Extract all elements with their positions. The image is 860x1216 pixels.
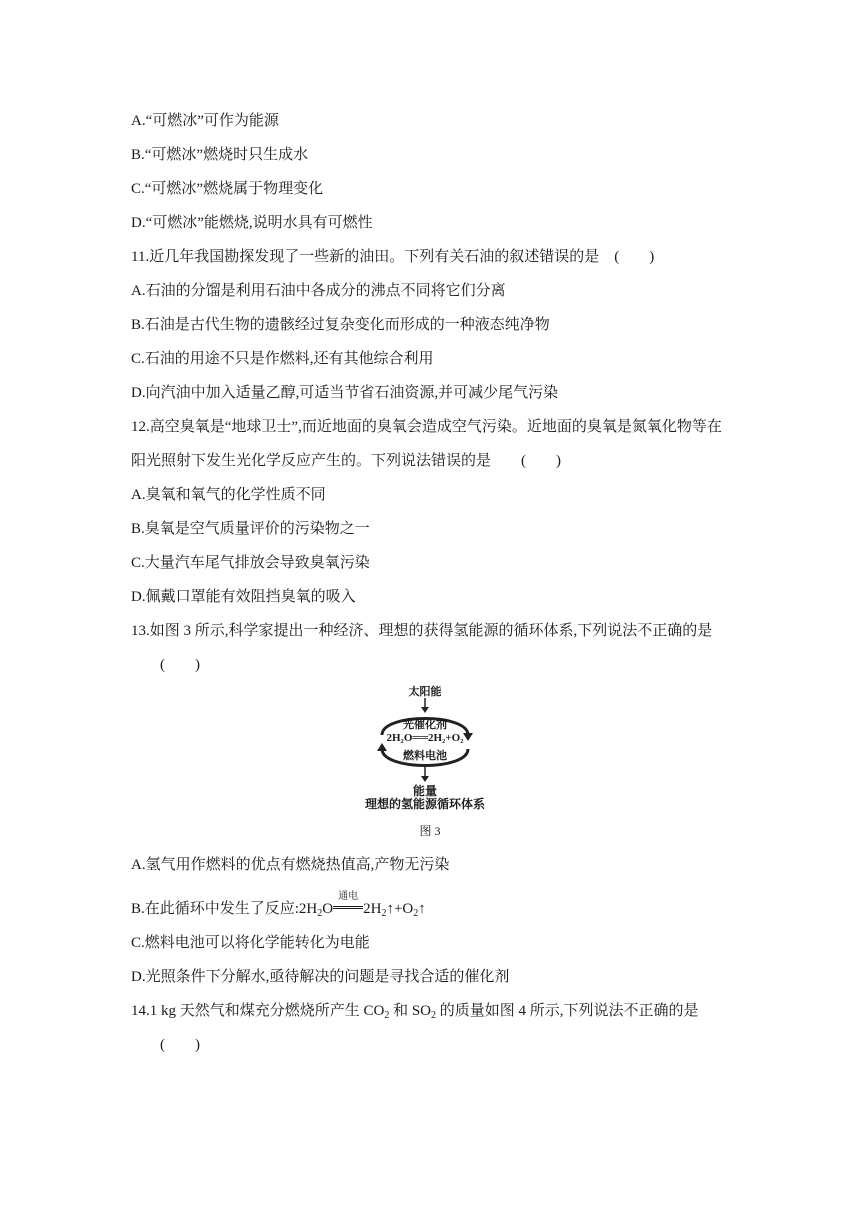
- q12-option-c: C.大量汽车尾气排放会导致臭氧污染: [131, 555, 370, 571]
- q12-option-a: A.臭氧和氧气的化学性质不同: [131, 487, 326, 503]
- q11-option-b: B.石油是古代生物的遗骸经过复杂变化而形成的一种液态纯净物: [131, 317, 550, 333]
- q12-stem-line1: 12.高空臭氧是“地球卫士”,而近地面的臭氧会造成空气污染。近地面的臭氧是氮氧化物等在: [131, 419, 722, 435]
- q13-option-b: B.在此循环中发生了反应$:2H_2O$ 通电 $2H_2↑+O_2↑$: [131, 899, 426, 919]
- figure-3-caption: 图 3: [419, 824, 441, 838]
- energy-label: 能量: [412, 784, 437, 798]
- q14-answer-paren: ( ): [160, 1037, 200, 1053]
- q10-option-b: B.“可燃冰”燃烧时只生成水: [131, 147, 309, 163]
- diagram-title: 理想的氢能源循环体系: [364, 797, 485, 811]
- q10-option-d: D.“可燃冰”能燃烧,说明水具有可燃性: [131, 215, 373, 231]
- q13-stem: 13.如图 3 所示,科学家提出一种经济、理想的获得氢能源的循环体系,下列说法不正确的是: [131, 623, 713, 639]
- hydrogen-cycle-diagram: [360, 683, 490, 811]
- q14-stem-part-a: 14.1 kg 天然气和煤充分燃烧所产生 CO: [131, 1003, 385, 1019]
- q14-stem-part-c: 的质量如图 4 所示,下列说法不正确的是: [436, 1003, 699, 1019]
- photocatalyst-label: 光催化剂: [403, 718, 447, 731]
- q12-option-b: B.臭氧是空气质量评价的污染物之一: [131, 521, 370, 537]
- q13-answer-paren: ( ): [160, 657, 200, 673]
- q11-stem: 11.近几年我国勘探发现了一些新的油田。下列有关石油的叙述错误的是 ( ): [131, 249, 655, 265]
- q10-option-c: C.“可燃冰”燃烧属于物理变化: [131, 181, 324, 197]
- q13-option-c: C.燃料电池可以将化学能转化为电能: [131, 935, 370, 951]
- q10-option-a: A.“可燃冰”可作为能源: [131, 113, 279, 129]
- q12-option-d: D.佩戴口罩能有效阻挡臭氧的吸入: [131, 589, 356, 605]
- q13-option-d: D.光照条件下分解水,亟待解决的问题是寻找合适的催化剂: [131, 969, 510, 985]
- q13-option-b-prefix: B.在此循环中发生了反应:2H: [131, 901, 318, 917]
- q11-option-a: A.石油的分馏是利用石油中各成分的沸点不同将它们分离: [131, 283, 506, 299]
- q14-stem: 14.1 kg 天然气和煤充分燃烧所产生 $CO_2$ 和 $SO_2$ 的质量如图 4 所示,下列说法不正确的是: [131, 1003, 699, 1021]
- q11-option-c: C.石油的用途不只是作燃料,还有其他综合利用: [131, 351, 434, 367]
- q12-stem-line2: 阳光照射下发生光化学反应产生的。下列说法错误的是 ( ): [131, 453, 561, 469]
- q13-option-a: A.氢气用作燃料的优点有燃烧热值高,产物无污染: [131, 857, 450, 873]
- solar-energy-label: 太阳能: [408, 685, 442, 698]
- condition-text: 通电: [338, 891, 359, 902]
- q14-stem-part-b: 和 SO: [389, 1003, 432, 1019]
- electrolysis-condition: [333, 891, 363, 919]
- water-split-equation: 2H₂O══2H₂+O₂: [386, 732, 464, 744]
- fuel-cell-label: 燃料电池: [403, 749, 447, 762]
- q11-option-d: D.向汽油中加入适量乙醇,可适当节省石油资源,并可减少尾气污染: [131, 385, 559, 401]
